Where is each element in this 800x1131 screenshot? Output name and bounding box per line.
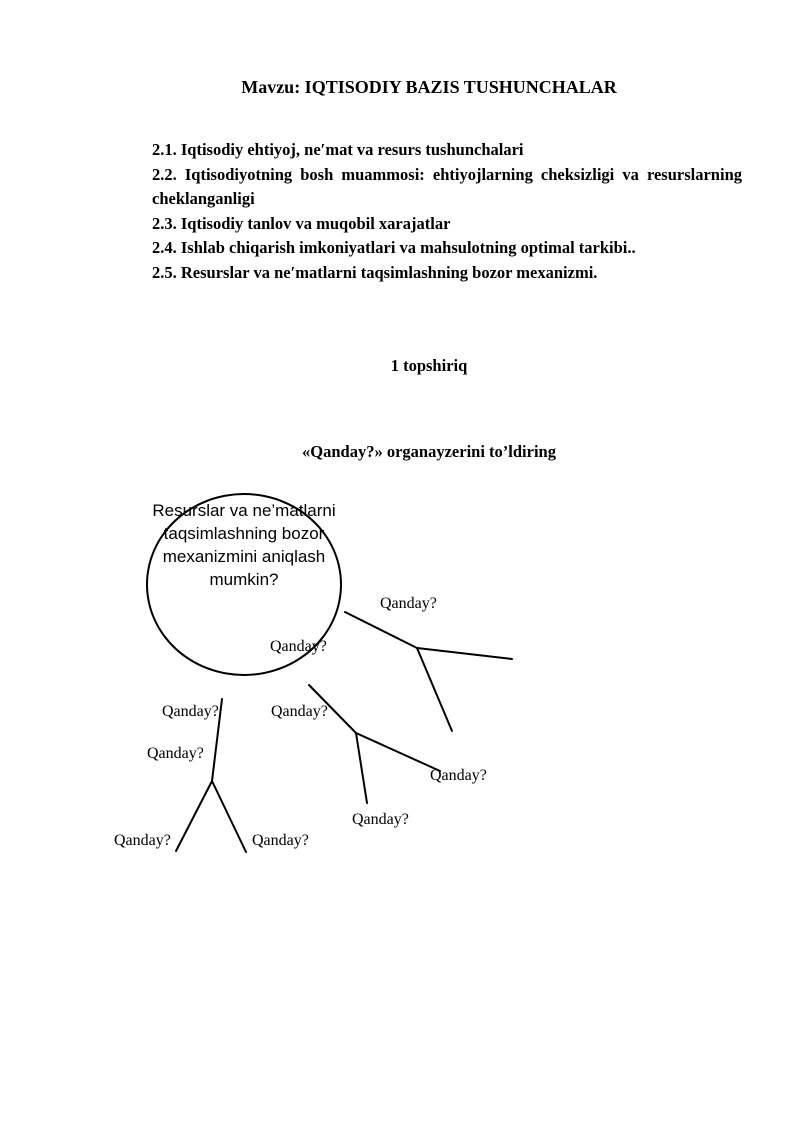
branch-line-left-right: [212, 781, 246, 852]
toc-item-2-3: 2.3. Iqtisodiy tanlov va muqobil xarajatlar: [152, 213, 451, 233]
branch-label-middle-right: Qanday?: [430, 767, 487, 784]
branch-line-right-stem: [345, 612, 417, 648]
task-heading: 1 topshiriq: [390, 356, 468, 375]
branch-label-circle-bottom: Qanday?: [270, 638, 327, 655]
toc-item-2-2: 2.2. Iqtisodiyotning bosh muammosi: ehtiyojlarning cheksizligi va resurslarning cheklanganligi: [152, 164, 742, 208]
branch-label-left-right: Qanday?: [252, 832, 309, 849]
branch-label-middle-top: Qanday?: [271, 703, 328, 720]
branch-line-left-left: [176, 781, 212, 851]
branch-label-left-left: Qanday?: [114, 832, 171, 849]
branch-line-right-lower: [417, 648, 452, 731]
page-title: Mavzu: IQTISODIY BAZIS TUSHUNCHALAR: [241, 77, 617, 97]
branch-label-left-mid: Qanday?: [147, 745, 204, 762]
instruction-text: «Qanday?» organayzerini to’ldiring: [302, 442, 556, 461]
branch-label-left-top: Qanday?: [162, 703, 219, 720]
toc-item-2-5: 2.5. Resurslar va ne′matlarni taqsimlashning bozor mexanizmi.: [152, 262, 598, 282]
toc-item-2-4: 2.4. Ishlab chiqarish imkoniyatlari va mahsulotning optimal tarkibi..: [152, 238, 636, 257]
toc-item-2-1: 2.1. Iqtisodiy ehtiyoj, ne′mat va resurs tushunchalari: [152, 140, 524, 159]
organizer-center-text: Resurslar va ne’matlarni taqsimlashning bozor mexanizmini aniqlash mumkin?: [152, 501, 336, 589]
branch-line-middle-lower: [356, 733, 367, 803]
branch-label-middle-lower: Qanday?: [352, 811, 409, 828]
branch-line-middle-right: [356, 733, 440, 771]
branch-line-right-upper: [417, 648, 512, 659]
branch-label-right-upper: Qanday?: [380, 595, 437, 612]
